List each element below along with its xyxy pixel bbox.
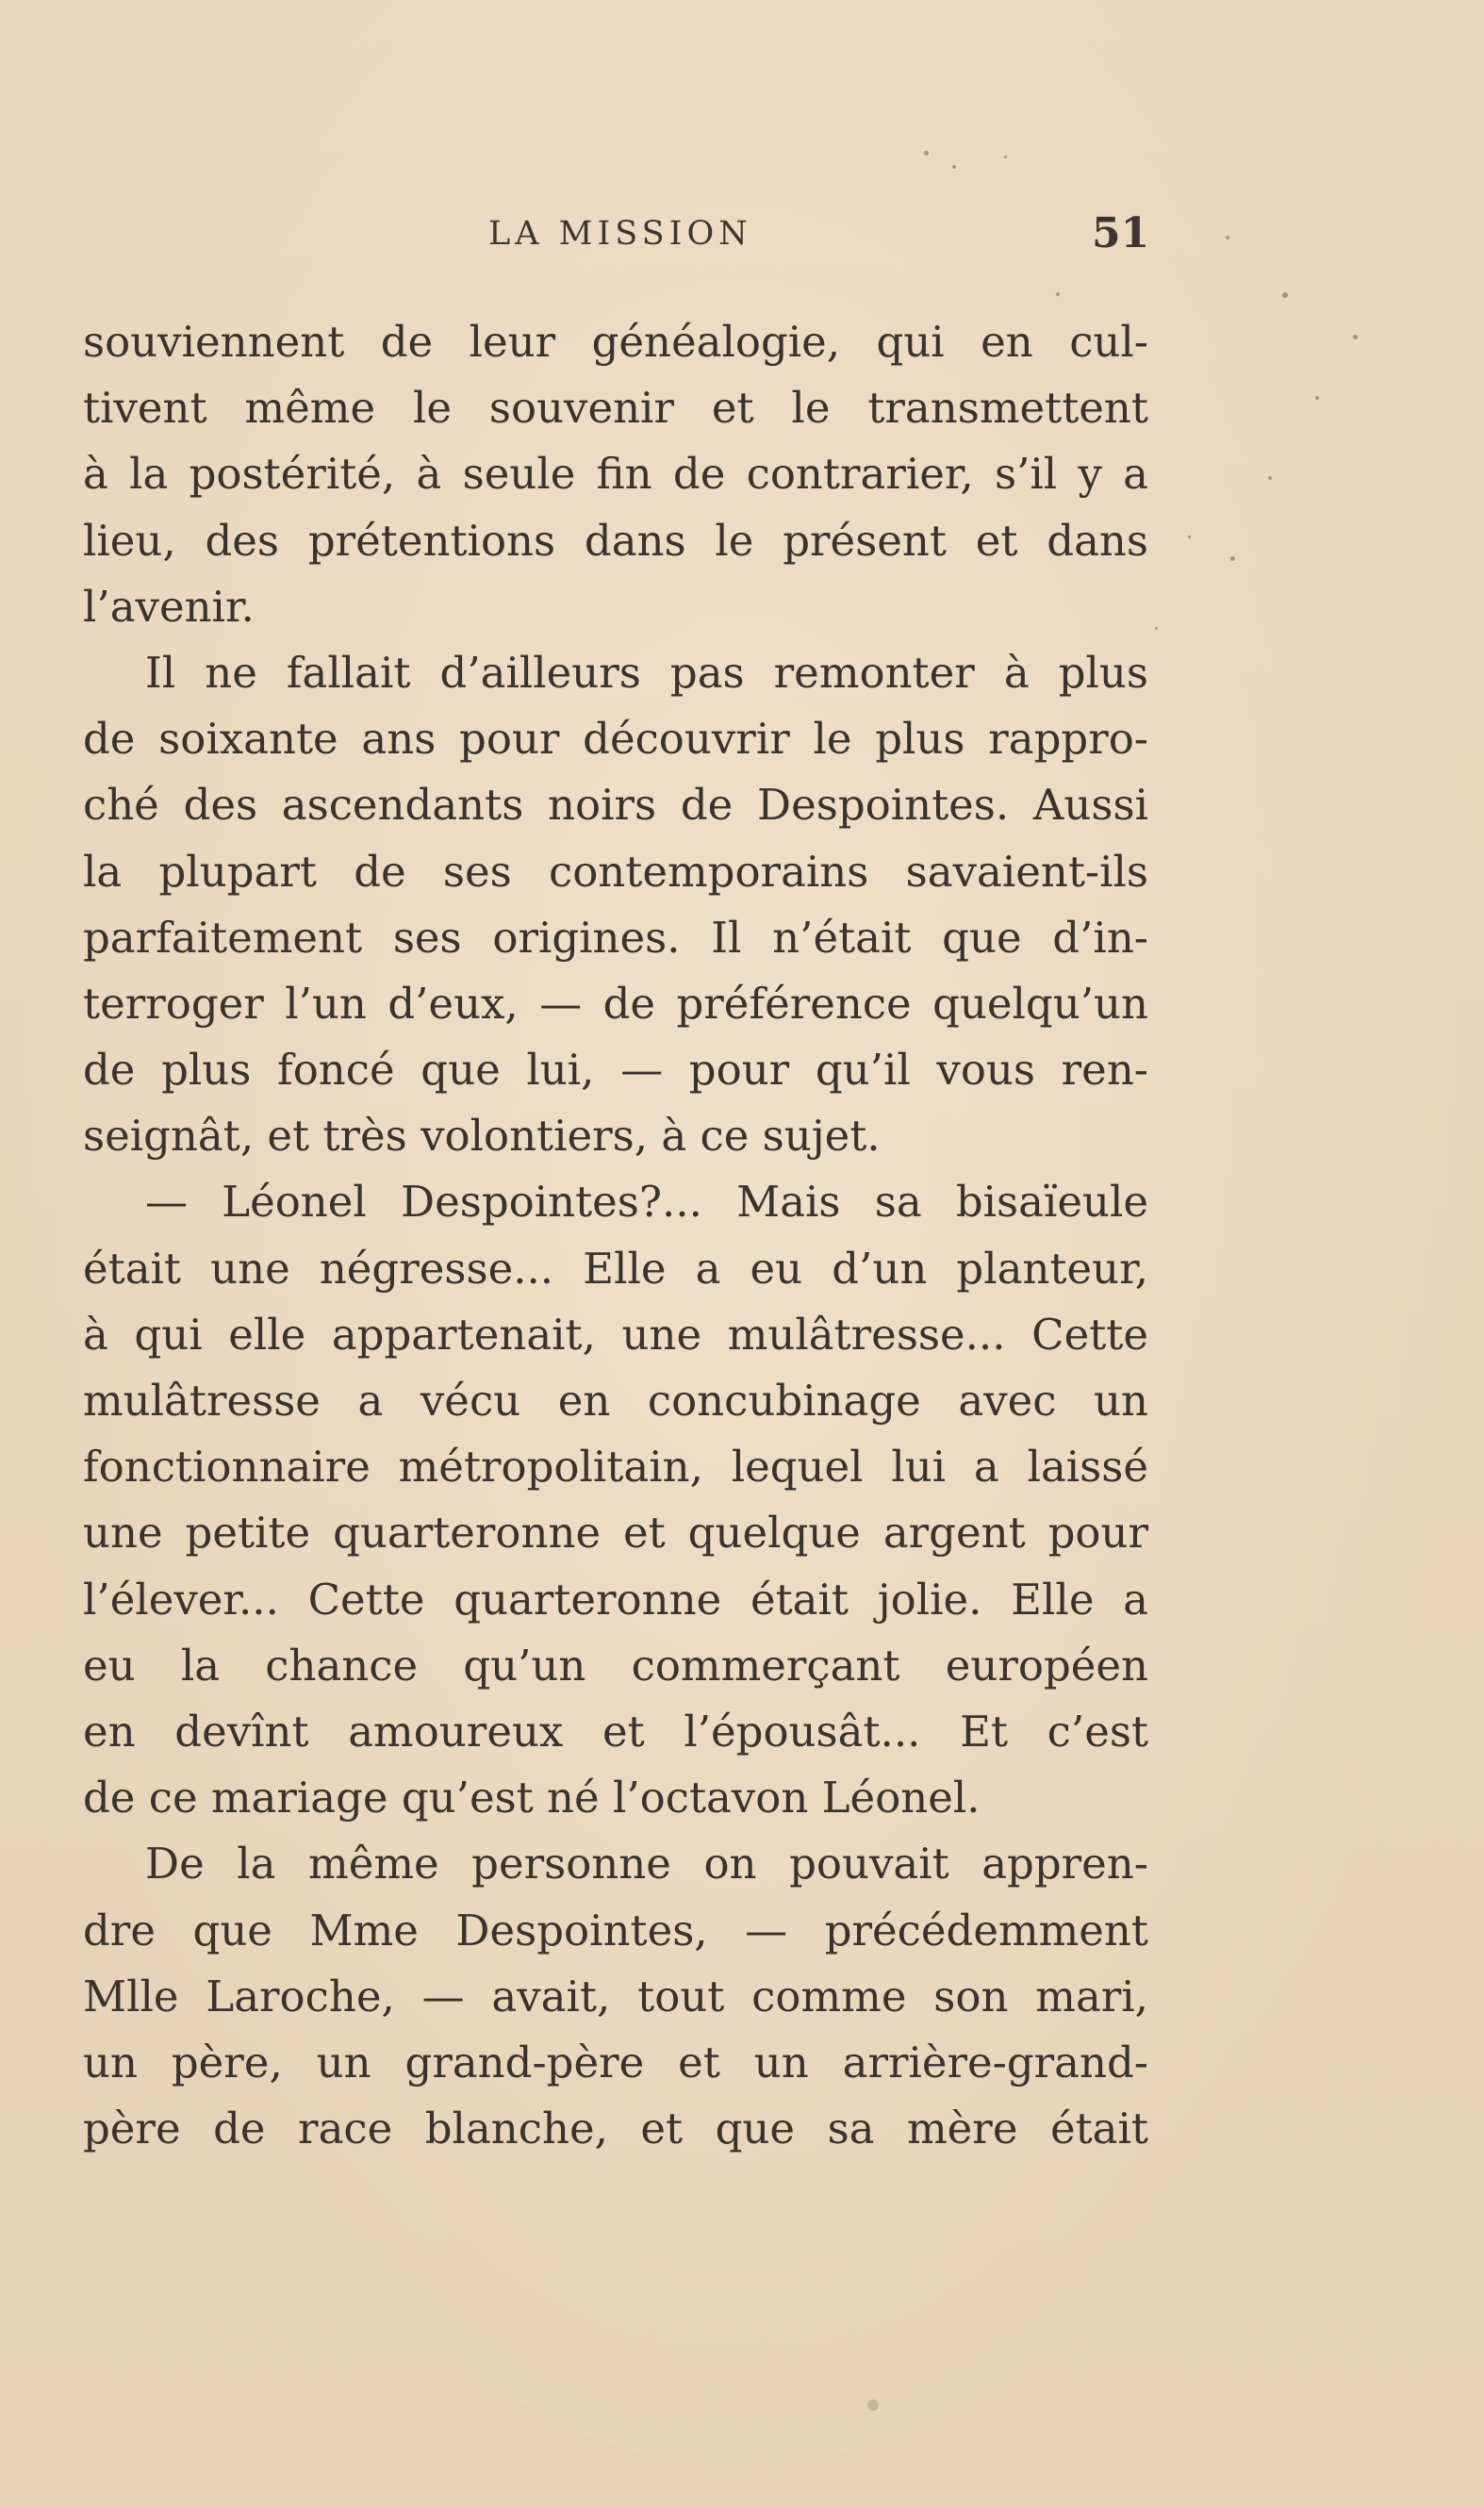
running-header <box>0 209 1484 262</box>
header-title: LA MISSION <box>488 215 752 253</box>
text-line: parfaitement ses origines. Il n’était que d’in- <box>83 912 1148 963</box>
text-line: l’avenir. <box>83 581 255 632</box>
paper-speck <box>1056 292 1060 296</box>
text-line: eu la chance qu’un commerçant européen <box>83 1640 1148 1691</box>
text-line: un père, un grand-père et un arrière-grand- <box>83 2037 1148 2087</box>
paper-speck <box>1268 476 1272 480</box>
text-line: de soixante ans pour découvrir le plus rappro- <box>83 714 1148 765</box>
page-number: 51 <box>1092 209 1150 257</box>
text-line: tivent même le souvenir et le transmettent <box>83 383 1148 434</box>
paper-speck <box>1315 396 1319 400</box>
paper-speck <box>1004 156 1007 158</box>
text-line: en devînt amoureux et l’épousât... Et c’est <box>83 1706 1148 1757</box>
text-line: Il ne fallait d’ailleurs pas remonter à plus <box>145 647 1148 698</box>
text-line: souviennent de leur généalogie, qui en cul- <box>83 317 1148 367</box>
paper-speck <box>1188 536 1191 538</box>
text-line: de ce mariage qu’est né l’octavon Léonel. <box>83 1773 981 1823</box>
text-line: dre que Mme Despointes, — précédemment <box>83 1905 1148 1955</box>
body-text <box>83 309 1148 2162</box>
text-line: une petite quarteronne et quelque argent pour <box>83 1508 1148 1559</box>
text-line: De la même personne on pouvait appren- <box>145 1839 1148 1889</box>
paper-speck <box>1155 627 1158 630</box>
paper-speck <box>867 2400 879 2411</box>
text-line: à qui elle appartenait, une mulâtresse... Cette <box>83 1309 1148 1360</box>
text-line: Mlle Laroche, — avait, tout comme son mari, <box>83 1971 1148 2021</box>
text-line: terroger l’un d’eux, — de préférence quelqu’un <box>83 978 1148 1029</box>
paper-speck <box>924 151 929 156</box>
text-line: à la postérité, à seule fin de contrarier, s’il y a <box>83 449 1148 500</box>
paper-speck <box>1230 556 1235 561</box>
paper-speck <box>1353 335 1358 339</box>
text-line: fonctionnaire métropolitain, lequel lui a laissé <box>83 1442 1148 1493</box>
text-line: père de race blanche, et que sa mère était <box>83 2104 1148 2154</box>
text-line: mulâtresse a vécu en concubinage avec un <box>83 1376 1148 1426</box>
text-line: de plus foncé que lui, — pour qu’il vous ren- <box>83 1045 1148 1096</box>
text-line: ché des ascendants noirs de Despointes. Aussi <box>83 780 1148 831</box>
paper-speck <box>1226 236 1229 239</box>
text-line: était une négresse... Elle a eu d’un planteur, <box>83 1243 1148 1294</box>
text-line: lieu, des prétentions dans le présent et dans <box>83 515 1148 566</box>
text-line: l’élever... Cette quarteronne était jolie. Elle a <box>83 1574 1148 1625</box>
text-line: seignât, et très volontiers, à ce sujet. <box>83 1111 881 1162</box>
text-line: la plupart de ses contemporains savaient-ils <box>83 846 1148 897</box>
text-line: — Léonel Despointes?... Mais sa bisaïeule <box>145 1177 1148 1228</box>
paper-speck <box>1282 292 1288 298</box>
paper-speck <box>952 165 956 169</box>
